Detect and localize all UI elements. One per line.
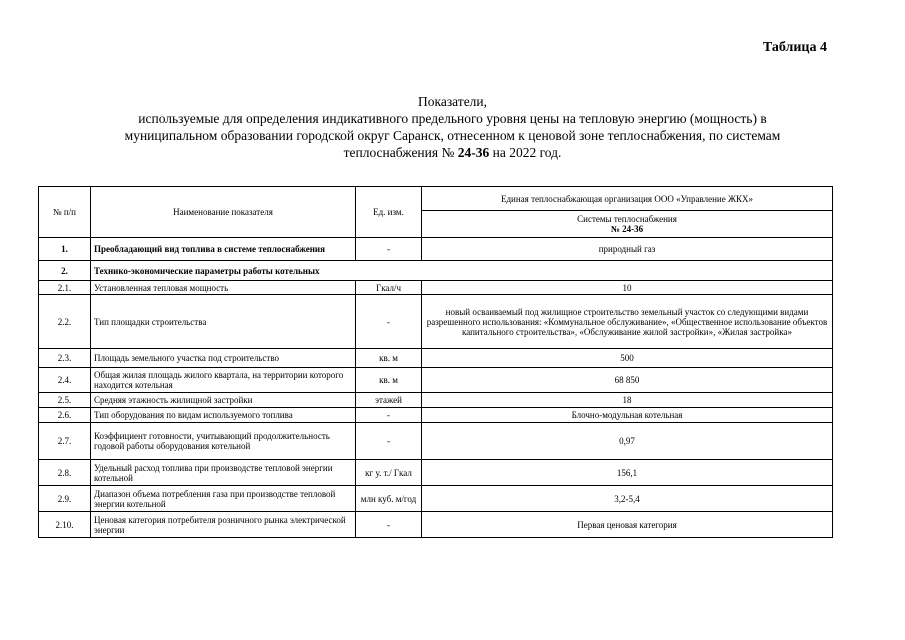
indicators-table <box>38 186 833 538</box>
table-row-section: 2. Технико-экономические параметры работы котельных <box>39 261 833 281</box>
header-unit: Ед. изм. <box>356 187 422 238</box>
header-num: № п/п <box>39 187 91 238</box>
table-row: 2.8. Удельный расход топлива при производстве тепловой энергии котельной кг у. т./ Гкал 156,1 <box>39 460 833 486</box>
table-row: 2.2. Тип площадки строительства - новый осваиваемый под жилищное строительство земельный участок со следующими видами разрешенного использования: «Коммунальное обслуживание», «Общественное использование объектов капитального строительства», «Обслуживание жилой застройки», «Жилая застройка» <box>39 295 833 349</box>
header-name: Наименование показателя <box>91 187 356 238</box>
heading-line-2: используемые для определения индикативного предельного уровня цены на тепловую энергию (мощность) в <box>138 111 767 126</box>
table-row: 2.7. Коэффициент готовности, учитывающий продолжительность годовой работы оборудования котельной - 0,97 <box>39 423 833 460</box>
heading-line-4: теплоснабжения № 24-36 на 2022 год. <box>343 145 562 160</box>
header-org: Единая теплоснабжающая организация ООО «Управление ЖКХ» <box>422 187 833 211</box>
table-row: 1. Преобладающий вид топлива в системе теплоснабжения - природный газ <box>39 238 833 261</box>
table-number-label: Таблица 4 <box>762 40 827 55</box>
document-heading <box>60 93 845 161</box>
system-number: 24-36 <box>457 145 490 160</box>
heading-line-3: муниципальном образовании городской округ Саранск, отнесенном к ценовой зоне теплоснабжения, по системам <box>124 128 781 143</box>
table-row: 2.10. Ценовая категория потребителя розничного рынка электрической энергии - Первая ценовая категория <box>39 512 833 538</box>
table-row: 2.9. Диапазон объема потребления газа при производстве тепловой энергии котельной млн куб. м/год 3,2-5,4 <box>39 486 833 512</box>
table-row: 2.3. Площадь земельного участка под строительство кв. м 500 <box>39 349 833 368</box>
heading-line-1: Показатели, <box>417 94 488 109</box>
header-systems: Системы теплоснабжения № 24-36 <box>422 211 833 238</box>
table-row: 2.1. Установленная тепловая мощность Гкал/ч 10 <box>39 281 833 295</box>
table-row: 2.6. Тип оборудования по видам используемого топлива - Блочно-модульная котельная <box>39 408 833 423</box>
table-row: 2.4. Общая жилая площадь жилого квартала, на территории которого находится котельная кв. м 68 850 <box>39 368 833 393</box>
table-row: 2.5. Средняя этажность жилищной застройки этажей 18 <box>39 393 833 408</box>
